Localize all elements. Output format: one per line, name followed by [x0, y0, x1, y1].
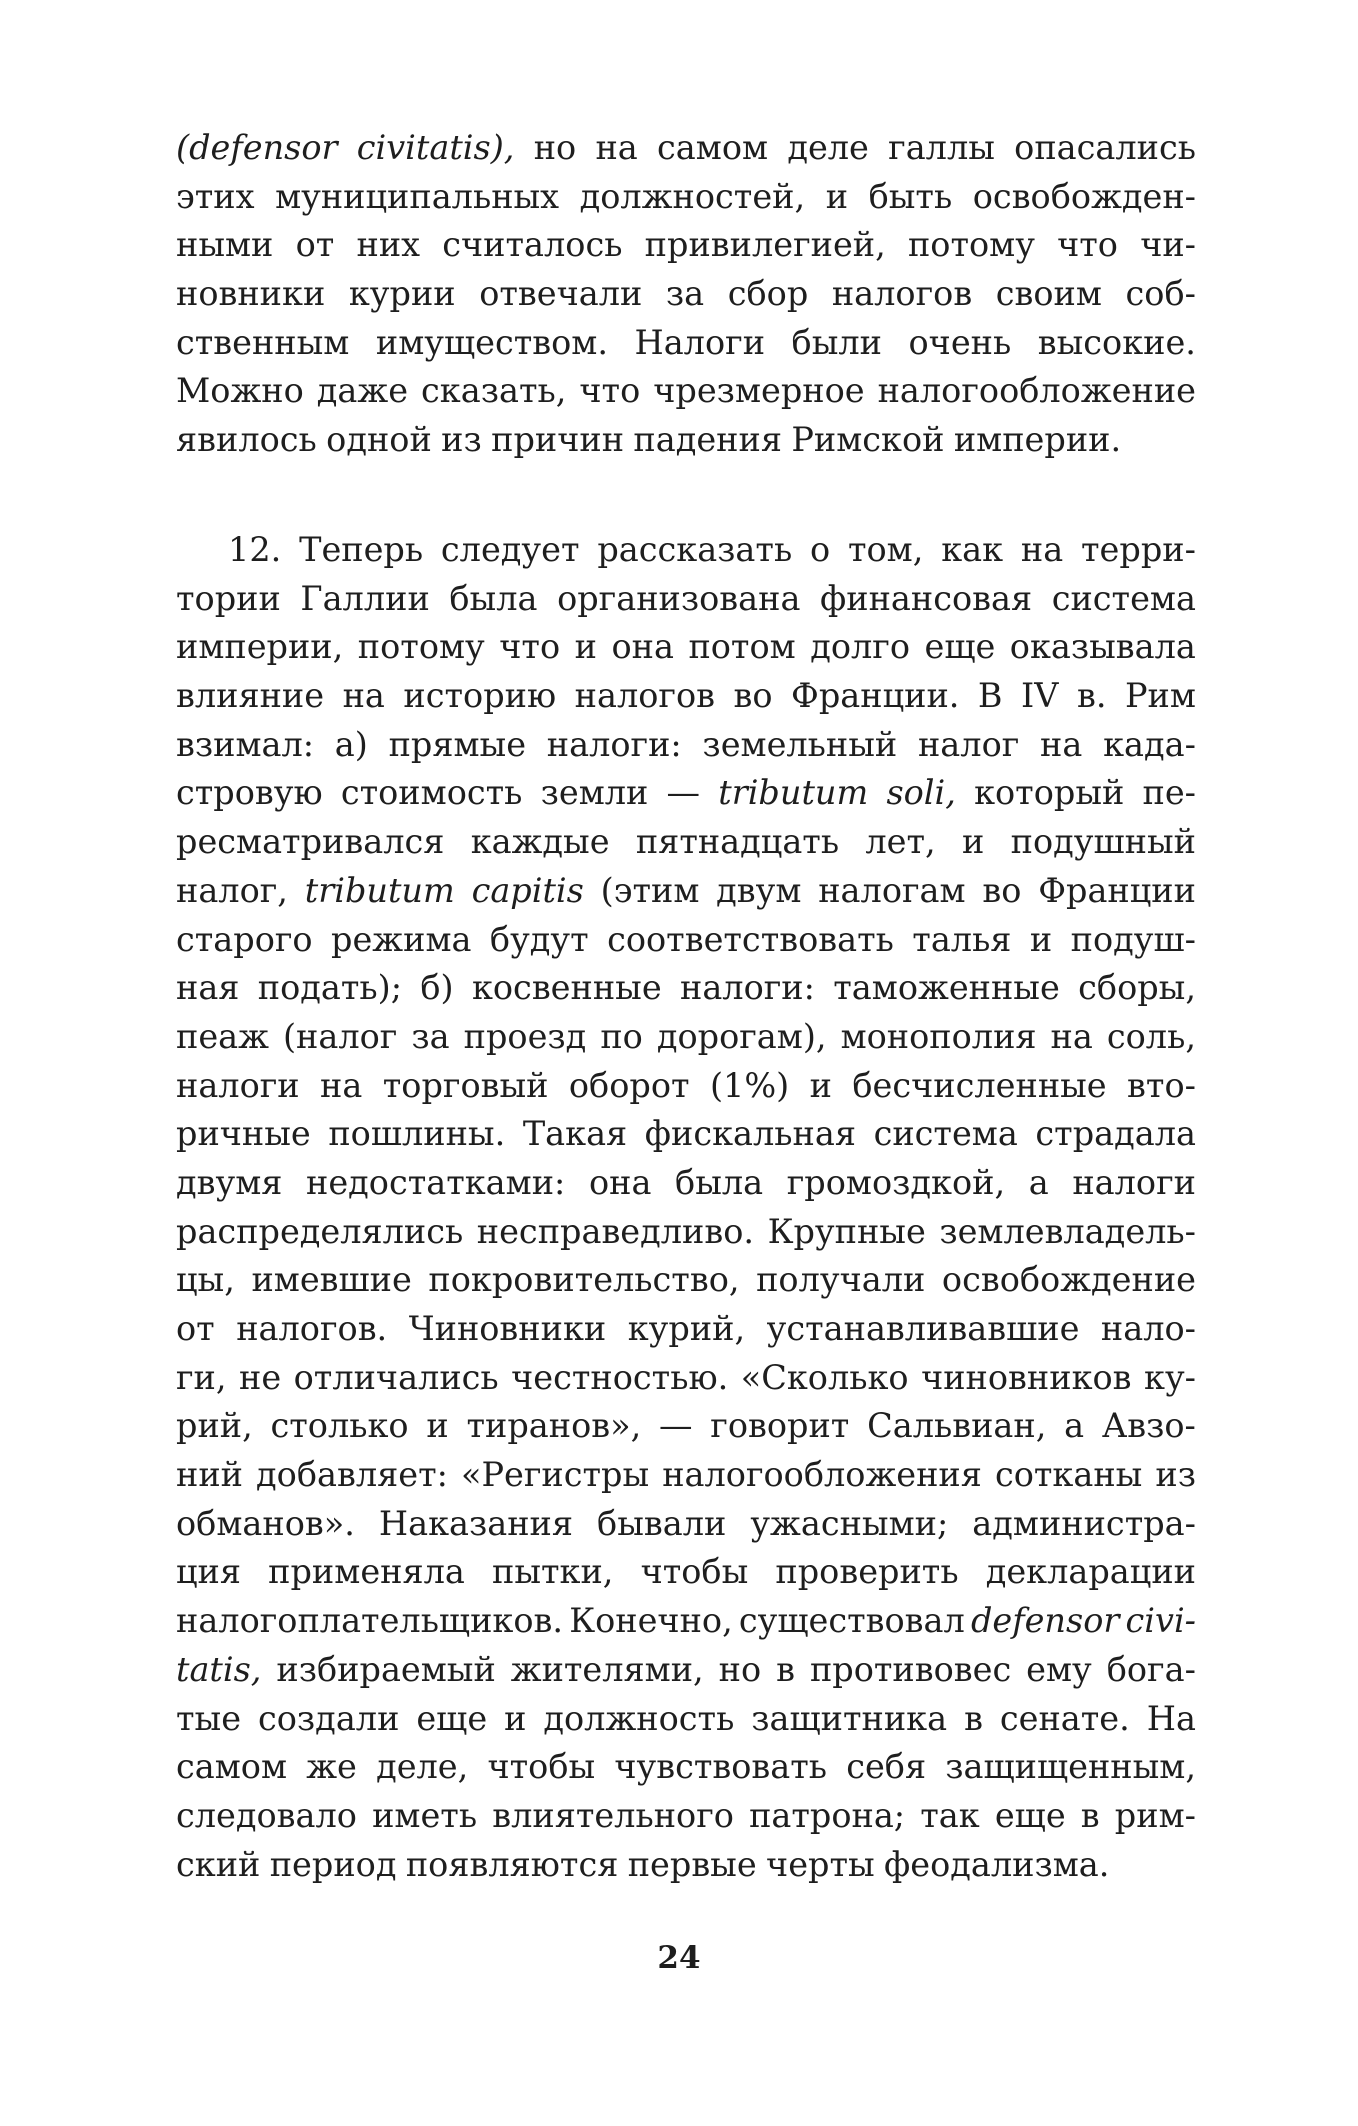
word: как — [941, 530, 1004, 569]
word: Сальвиан, — [867, 1406, 1047, 1446]
word: потом — [688, 627, 796, 667]
word: устанавливавшие — [766, 1309, 1080, 1348]
word: и — [426, 1406, 449, 1446]
text-line — [176, 1695, 1196, 1744]
word: патрона; — [749, 1795, 906, 1835]
word: долго — [810, 627, 910, 667]
word: сенате. — [999, 1698, 1130, 1738]
word: организована — [557, 578, 801, 618]
word: система — [1051, 578, 1196, 618]
word: Галлии — [300, 578, 430, 618]
word: соответствовать — [607, 919, 894, 959]
word: Конечно, — [569, 1601, 733, 1641]
word: ский — [176, 1844, 261, 1884]
word: таможенные — [833, 968, 1060, 1008]
word: оказывала — [1009, 627, 1196, 667]
word: «Сколько — [740, 1357, 909, 1397]
word: (1%) — [709, 1065, 790, 1105]
word: двум — [716, 870, 802, 910]
word: налогов — [574, 676, 715, 716]
text-line — [176, 1256, 1196, 1305]
text-line — [176, 173, 1196, 222]
word: ция — [176, 1552, 242, 1592]
word: самом — [657, 128, 769, 167]
word: 12. — [228, 530, 282, 569]
word: должность — [543, 1698, 735, 1738]
text-line — [176, 1402, 1196, 1451]
word: от — [295, 225, 335, 265]
word: и — [504, 1698, 527, 1738]
word: явилось — [176, 420, 317, 460]
text-line — [176, 1208, 1196, 1257]
word: косвенные — [471, 968, 662, 1008]
word: ему — [1026, 1649, 1092, 1689]
word: (defensor — [176, 128, 338, 167]
word: пошлины. — [328, 1114, 506, 1154]
word: за — [411, 1016, 450, 1056]
word: что — [579, 371, 641, 411]
word: этих — [176, 176, 255, 216]
text-line — [176, 319, 1196, 368]
word: чтобы — [487, 1747, 596, 1787]
word: пятнадцать — [635, 822, 840, 862]
word: себя — [846, 1747, 927, 1787]
word: в — [1080, 1795, 1100, 1835]
word: избираемый — [276, 1649, 496, 1689]
word: ужасными; — [750, 1503, 949, 1543]
word: када- — [1103, 724, 1196, 764]
word: в — [964, 1698, 983, 1738]
word: еще — [924, 627, 996, 667]
word: Римской — [791, 420, 945, 460]
word: причин — [491, 420, 625, 460]
word: и — [962, 822, 985, 862]
word: а — [1028, 1162, 1049, 1202]
word: бывали — [597, 1503, 727, 1543]
word: землевладель- — [939, 1211, 1196, 1251]
word: ная — [176, 968, 240, 1008]
word: существовал — [738, 1601, 965, 1641]
word: (налог — [282, 1016, 398, 1056]
word: из — [1155, 1455, 1196, 1495]
word: но — [533, 128, 577, 167]
word: сборы, — [1078, 968, 1196, 1008]
text-line — [176, 124, 1196, 173]
word: была — [675, 1162, 764, 1202]
text-line — [176, 1305, 1196, 1354]
word: соб- — [1125, 274, 1196, 314]
word: рим- — [1114, 1795, 1196, 1835]
word: появляются — [405, 1844, 619, 1884]
word: чиновников — [921, 1357, 1132, 1397]
word: налоги — [1072, 1162, 1196, 1202]
word: курий, — [627, 1309, 746, 1348]
word: чтобы — [640, 1552, 749, 1592]
text-line — [176, 270, 1196, 319]
word: civitatis), — [356, 128, 515, 167]
word: civi- — [1125, 1601, 1196, 1641]
word: честностью. — [511, 1357, 729, 1397]
word: несправедливо. — [476, 1211, 755, 1251]
word: соль, — [1106, 1016, 1196, 1056]
word: налоги — [176, 1065, 300, 1105]
word: Франции. — [791, 676, 960, 716]
word: сотканы — [994, 1455, 1143, 1495]
word: дорогам), — [656, 1016, 827, 1056]
word: фискальная — [644, 1114, 856, 1154]
word: ными — [176, 225, 274, 265]
word: нало- — [1100, 1309, 1196, 1348]
word: громоздкой, — [786, 1162, 1006, 1202]
word: тые — [176, 1698, 242, 1738]
word: прямые — [388, 724, 527, 764]
word: подать); — [257, 968, 403, 1008]
text-line — [176, 672, 1196, 721]
word: еще — [994, 1795, 1066, 1835]
word: сказать, — [421, 371, 567, 411]
word: чи- — [1140, 225, 1196, 265]
word: была — [449, 578, 538, 618]
word: них — [356, 225, 421, 265]
word: считалось — [442, 225, 623, 265]
word: подушный — [1010, 822, 1196, 862]
word: быть — [868, 176, 953, 216]
word: на — [595, 128, 638, 167]
word: взимал: — [176, 724, 315, 764]
word: столько — [270, 1406, 409, 1446]
word: ричные — [176, 1114, 311, 1154]
word: империи, — [176, 627, 344, 667]
text-line — [176, 721, 1196, 770]
word: историю — [403, 676, 557, 716]
word: Можно — [176, 371, 304, 411]
word: налогов. — [236, 1309, 388, 1348]
word: на — [1020, 530, 1064, 569]
word: — — [659, 1406, 693, 1446]
word: по — [600, 1016, 643, 1056]
text-line — [176, 221, 1196, 270]
text-line — [176, 1159, 1196, 1208]
text-line — [176, 1841, 1196, 1890]
word: самом — [176, 1747, 288, 1787]
word: феодализма. — [884, 1844, 1110, 1884]
paragraph-continuation — [176, 124, 1196, 465]
word: за — [665, 274, 705, 314]
word: талья — [912, 919, 1012, 959]
word: налог, — [176, 870, 288, 910]
word: обманов». — [176, 1503, 355, 1543]
word: земельный — [702, 724, 898, 764]
word: налогов — [831, 274, 973, 314]
word: распределялись — [176, 1211, 464, 1251]
word: что — [1057, 225, 1118, 265]
word: администра- — [972, 1503, 1196, 1543]
word: налогообложение — [877, 371, 1196, 411]
word: отвечали — [479, 274, 643, 314]
word: пытки, — [492, 1552, 614, 1592]
word: Франции — [1038, 870, 1196, 910]
text-line — [176, 1013, 1196, 1062]
word: «Регистры — [460, 1455, 650, 1495]
word: освобождение — [941, 1260, 1196, 1300]
word: Рим — [1125, 676, 1196, 716]
word: деле, — [376, 1747, 469, 1787]
word: оборот — [568, 1065, 690, 1105]
word: тории — [176, 578, 281, 618]
word: и — [809, 1065, 832, 1105]
word: сбор — [727, 274, 809, 314]
word: — — [666, 773, 701, 813]
word: она — [588, 1162, 652, 1202]
word: (этим — [600, 870, 700, 910]
text-line — [176, 623, 1196, 672]
word: она — [611, 627, 674, 667]
word: ственным — [176, 322, 350, 362]
text-line — [176, 367, 1196, 416]
word: Теперь — [299, 530, 424, 569]
word: добавляет: — [256, 1455, 448, 1495]
word: освобожден- — [972, 176, 1196, 216]
word: двумя — [176, 1162, 283, 1202]
word: на — [1040, 724, 1083, 764]
word: и — [825, 176, 849, 216]
word: вто- — [1127, 1065, 1196, 1105]
word: налоги: — [546, 724, 682, 764]
word: не — [239, 1357, 282, 1397]
word: проверить — [775, 1552, 959, 1592]
word: налогоплательщиков. — [176, 1601, 564, 1641]
word: но — [718, 1649, 762, 1689]
word: своим — [995, 274, 1102, 314]
word: defensor — [970, 1601, 1120, 1641]
word: очень — [908, 322, 1012, 362]
word: потому — [357, 627, 485, 667]
word: будут — [489, 919, 589, 959]
paragraph-12 — [176, 526, 1196, 1889]
word: имевшие — [251, 1260, 412, 1300]
word: и — [1029, 919, 1053, 959]
text-line — [176, 1500, 1196, 1549]
word: привилегией, — [644, 225, 886, 265]
text-line — [176, 1792, 1196, 1841]
word: покровительство, — [428, 1260, 740, 1300]
word: бога- — [1106, 1649, 1196, 1689]
word: декларации — [985, 1552, 1196, 1592]
word: система — [873, 1114, 1018, 1154]
word: бесчисленные — [852, 1065, 1107, 1105]
text-line — [176, 1597, 1196, 1646]
word: стровую — [176, 773, 323, 813]
word: Налоги — [634, 322, 766, 362]
word: ресматривался — [176, 822, 445, 862]
text-line — [176, 1062, 1196, 1111]
word: торговый — [382, 1065, 549, 1105]
word: Такая — [522, 1114, 628, 1154]
word: влияние — [176, 676, 325, 716]
word: следует — [440, 530, 580, 569]
word: В — [977, 676, 1003, 716]
word: пеаж — [176, 1016, 269, 1056]
word: иметь — [372, 1795, 478, 1835]
text-line — [176, 1451, 1196, 1500]
word: рий, — [176, 1406, 253, 1446]
word: так — [920, 1795, 980, 1835]
word: недостатками: — [306, 1162, 566, 1202]
word: противовес — [809, 1649, 1012, 1689]
word: имуществом. — [375, 322, 608, 362]
word: курии — [348, 274, 456, 314]
word: стоимость — [340, 773, 523, 813]
word: муниципальных — [275, 176, 560, 216]
page-number: 24 — [657, 1940, 701, 1976]
word: рассказать — [597, 530, 793, 569]
text-line — [176, 1646, 1196, 1695]
word: на — [1050, 1016, 1093, 1056]
word: во — [733, 676, 773, 716]
word: о — [810, 530, 831, 569]
word: во — [982, 870, 1022, 910]
word: создали — [257, 1698, 400, 1738]
word: ку- — [1144, 1357, 1196, 1397]
word: tributum — [304, 870, 455, 910]
text-line — [176, 1354, 1196, 1403]
word: применяла — [268, 1552, 465, 1592]
word: tatis, — [176, 1649, 262, 1689]
word: Наказания — [378, 1503, 574, 1543]
word: старого — [176, 919, 313, 959]
word: который — [974, 773, 1125, 813]
word: галлы — [888, 128, 995, 167]
word: должностей, — [579, 176, 806, 216]
word: страдала — [1035, 1114, 1196, 1154]
word: следовало — [176, 1795, 357, 1835]
word: soli, — [886, 773, 956, 813]
word: лет, — [865, 822, 936, 862]
word: б) — [420, 968, 454, 1008]
word: а — [1064, 1406, 1085, 1446]
text-line — [176, 964, 1196, 1013]
word: защитника — [751, 1698, 948, 1738]
word: ги, — [176, 1357, 227, 1397]
text-line — [176, 1110, 1196, 1159]
word: опасались — [1014, 128, 1196, 167]
word: каждые — [470, 822, 610, 862]
word: чувствовать — [614, 1747, 827, 1787]
text-line — [176, 769, 1196, 818]
word: налогообложения — [662, 1455, 982, 1495]
word: потому — [907, 225, 1035, 265]
word: деле — [787, 128, 869, 167]
word: период — [269, 1844, 397, 1884]
word: даже — [316, 371, 409, 411]
text-line — [176, 1743, 1196, 1792]
word: терри- — [1081, 530, 1196, 569]
text-line — [176, 916, 1196, 965]
word: цы, — [176, 1260, 235, 1300]
word: налогам — [818, 870, 966, 910]
word: а) — [334, 724, 368, 764]
word: первые — [627, 1844, 757, 1884]
word: подуш- — [1070, 919, 1196, 959]
text-line — [176, 818, 1196, 867]
word: capitis — [471, 870, 584, 910]
word: Чиновники — [408, 1309, 607, 1348]
word: Авзо- — [1101, 1406, 1196, 1446]
word: от — [176, 1309, 215, 1348]
word: же — [306, 1747, 357, 1787]
text-line — [176, 867, 1196, 916]
word: и — [574, 627, 597, 667]
word: тиранов», — [466, 1406, 642, 1446]
word: влиятельного — [492, 1795, 734, 1835]
word: еще — [416, 1698, 488, 1738]
word: жителями, — [510, 1649, 704, 1689]
word: говорит — [710, 1406, 850, 1446]
word: что — [499, 627, 561, 667]
text-line — [176, 526, 1196, 575]
word: земли — [540, 773, 649, 813]
word: чрезмерное — [653, 371, 865, 411]
word: режима — [331, 919, 472, 959]
word: налог — [917, 724, 1020, 764]
word: из — [441, 420, 482, 460]
word: ний — [176, 1455, 243, 1495]
word: были — [791, 322, 882, 362]
text-line — [176, 1548, 1196, 1597]
word: империи. — [953, 420, 1122, 460]
word: финансовая — [820, 578, 1033, 618]
word: в — [776, 1649, 795, 1689]
word: падения — [633, 420, 782, 460]
word: высокие. — [1037, 322, 1196, 362]
word: На — [1146, 1698, 1196, 1738]
word: tributum — [718, 773, 869, 813]
word: новники — [176, 274, 326, 314]
word: Крупные — [767, 1211, 926, 1251]
word: IV — [1021, 676, 1059, 716]
word: налоги: — [680, 968, 815, 1008]
word: одной — [326, 420, 432, 460]
word: черты — [766, 1844, 875, 1884]
word: на — [320, 1065, 363, 1105]
text-line — [176, 575, 1196, 624]
word: монополия — [840, 1016, 1037, 1056]
word: в. — [1076, 676, 1107, 716]
word: защищенным, — [945, 1747, 1196, 1787]
word: получали — [756, 1260, 926, 1300]
text-line — [176, 416, 1196, 465]
word: отличались — [293, 1357, 499, 1397]
word: пе- — [1142, 773, 1196, 813]
word: том, — [847, 530, 924, 569]
word: проезд — [463, 1016, 587, 1056]
word: на — [342, 676, 385, 716]
